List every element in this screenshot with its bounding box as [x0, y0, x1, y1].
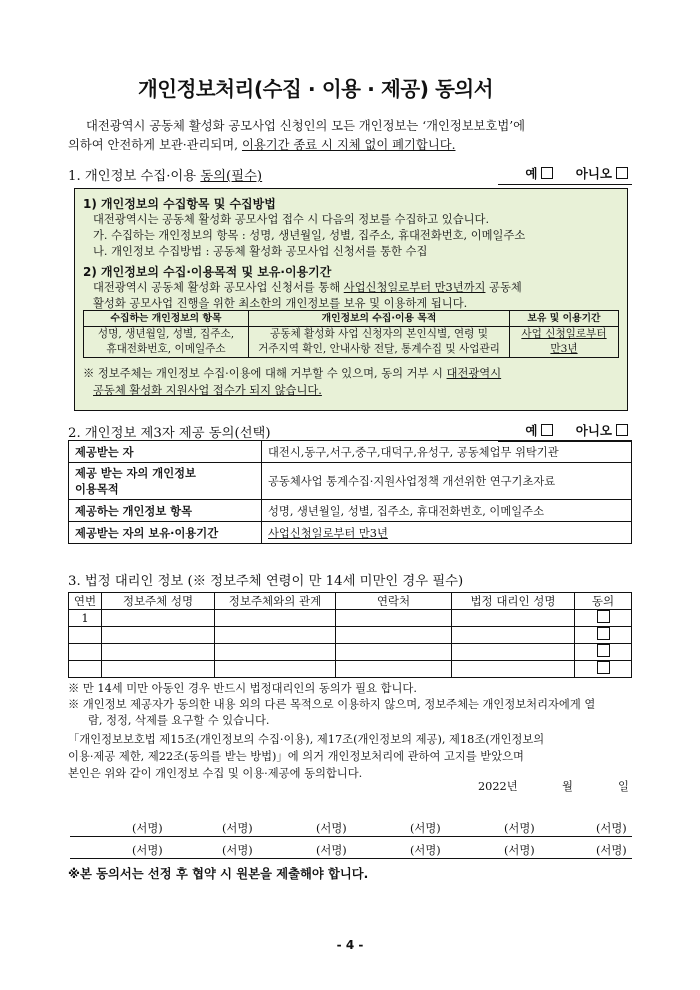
purpose-label-line-2: 이용목적 — [75, 483, 119, 496]
consent-cell — [575, 627, 632, 644]
intro-paragraph — [68, 117, 638, 155]
refusal-notice-city: 대전광역시 — [446, 367, 502, 380]
consent-checkbox[interactable] — [597, 627, 610, 640]
sub2-title: 2) 개인정보의 수집·이용목적 및 보유·이용기간 — [83, 265, 332, 279]
rights-note-line-2: 람, 정정, 삭제를 요구할 수 있습니다. — [88, 714, 270, 727]
consent-checkbox[interactable] — [597, 661, 610, 674]
row-number: 1 — [69, 610, 102, 627]
signature-field[interactable]: (서명) — [410, 844, 441, 857]
refusal-notice-line-1 — [83, 365, 501, 381]
contact-cell[interactable] — [336, 661, 452, 678]
row-number — [69, 644, 102, 661]
signature-field[interactable]: (서명) — [222, 822, 253, 835]
recipient-label: 제공받는 자 — [69, 441, 262, 463]
subject-name-cell[interactable] — [102, 661, 215, 678]
guardian-row — [69, 627, 632, 644]
sub2-line-1-text: 대전광역시 공동체 활성화 공모사업 신청서를 통해 — [93, 281, 344, 294]
date-month: 월 — [562, 780, 573, 793]
purpose-line-1: 공동체 활성화 사업 신청자의 본인식별, 연령 및 — [269, 328, 488, 340]
section1-yes-checkbox[interactable] — [541, 167, 553, 179]
refusal-notice-line-2: 공동체 활성화 지원사업 접수가 되지 않습니다. — [93, 384, 322, 397]
purpose-label-line-1: 제공 받는 자의 개인정보 — [75, 467, 196, 480]
consent-cell — [575, 661, 632, 678]
row-number — [69, 661, 102, 678]
refusal-notice-text: ※ 정보주체는 개인정보 수집·이용에 대해 거부할 수 있으며, 동의 거부 시 — [83, 367, 447, 380]
intro-line-1: 대전광역시 공동체 활성화 공모사업 신청인의 모든 개인정보는 ‘개인정보보호법’에 — [86, 119, 526, 133]
col-subject-name: 정보주체 성명 — [102, 593, 215, 610]
table-header-period: 보유 및 이용기간 — [510, 311, 619, 327]
sub1-line-3: 나. 개인정보 수집방법 : 공동체 활성화 공모사업 신청서를 통한 수집 — [93, 245, 428, 258]
sub2-line-2: 활성화 공모사업 진행을 위한 최소한의 개인정보를 보유 및 이용하게 됩니다. — [93, 297, 468, 310]
contact-cell[interactable] — [336, 644, 452, 661]
section3-heading: 3. 법정 대리인 정보 (※ 정보주체 연령이 만 14세 미만인 경우 필수) — [68, 574, 464, 589]
subject-name-cell[interactable] — [102, 627, 215, 644]
items-line-2: 휴대전화번호, 이메일주소 — [106, 343, 226, 355]
items-line-1: 성명, 생년월일, 성별, 집주소, — [97, 328, 235, 340]
section1-no-checkbox[interactable] — [616, 167, 628, 179]
sub1-line-1: 대전광역시는 공동체 활성화 공모사업 접수 시 다음의 정보를 수집하고 있습니다. — [93, 213, 490, 226]
purpose-label — [69, 463, 262, 500]
signature-field[interactable]: (서명) — [504, 844, 535, 857]
sub2-line-1-end: 공동체 — [485, 281, 522, 294]
law-line-1: 「개인정보보호법 제15조(개인정보의 수집·이용), 제17조(개인정보의 제공), 제18조(개인정보의 — [68, 733, 545, 746]
signature-row-2 — [70, 842, 632, 859]
page-title: 개인정보처리(수집 · 이용 · 제공) 동의서 — [138, 77, 494, 101]
relationship-cell[interactable] — [215, 610, 336, 627]
col-relationship: 정보주체와의 관계 — [215, 593, 336, 610]
third-party-row — [69, 463, 632, 500]
retention-value: 사업신청일로부터 만3년 — [262, 522, 632, 544]
third-party-row — [69, 500, 632, 522]
signature-field[interactable]: (서명) — [596, 844, 627, 857]
signature-field[interactable]: (서명) — [596, 822, 627, 835]
subject-name-cell[interactable] — [102, 610, 215, 627]
consent-cell — [575, 644, 632, 661]
date-day: 일 — [618, 780, 629, 793]
contact-cell[interactable] — [336, 610, 452, 627]
law-line-3: 본인은 위와 같이 개인정보 수집 및 이용·제공에 동의합니다. — [68, 767, 363, 780]
section2-no-checkbox[interactable] — [616, 424, 628, 436]
guardian-note: ※ 만 14세 미만 아동인 경우 반드시 법정대리인의 동의가 필요 합니다. — [68, 682, 417, 695]
collection-table-header — [84, 311, 619, 327]
signature-field[interactable]: (서명) — [132, 844, 163, 857]
guardian-name-cell[interactable] — [452, 661, 575, 678]
submission-note: ※본 동의서는 선정 후 협약 시 원본을 제출해야 합니다. — [68, 867, 369, 881]
guardian-row — [69, 610, 632, 627]
relationship-cell[interactable] — [215, 644, 336, 661]
guardian-name-cell[interactable] — [452, 610, 575, 627]
guardian-row — [69, 644, 632, 661]
collection-table-row — [84, 327, 619, 358]
purpose-line-2: 거주지역 확인, 안내사항 전달, 통계수집 및 사업관리 — [258, 343, 500, 355]
section1-consent-choice — [498, 164, 632, 185]
period-line-1: 사업 신청일로부터 — [521, 328, 607, 340]
signature-row-1 — [70, 820, 632, 837]
sub1-line-2: 가. 수집하는 개인정보의 항목 : 성명, 생년월일, 성별, 집주소, 휴대전화번호, 이메일주소 — [93, 229, 526, 242]
signature-field[interactable]: (서명) — [222, 844, 253, 857]
section2-yes-checkbox[interactable] — [541, 424, 553, 436]
table-cell-period — [510, 327, 619, 358]
section2-yes-label: 예 — [525, 423, 538, 438]
section1-heading — [68, 165, 262, 184]
col-consent: 동의 — [575, 593, 632, 610]
relationship-cell[interactable] — [215, 661, 336, 678]
collection-info-box — [74, 188, 628, 411]
intro-line-2-text: 의하여 안전하게 보관·관리되며, — [68, 138, 242, 152]
recipient-value: 대전시,동구,서구,중구,대덕구,유성구, 공동체업무 위탁기관 — [262, 441, 632, 463]
purpose-value: 공동체사업 통계수집·지원사업정책 개선위한 연구기초자료 — [262, 463, 632, 500]
section1-no-label: 아니오 — [575, 166, 612, 181]
sub1-title: 1) 개인정보의 수집항목 및 수집방법 — [83, 197, 276, 211]
rights-note-line-1: ※ 개인정보 제공자가 동의한 내용 외의 다른 목적으로 이용하지 않으며, 정보주체는 개인정보처리자에게 열 — [68, 698, 596, 711]
col-guardian-name: 법정 대리인 성명 — [452, 593, 575, 610]
date-year: 2022년 — [478, 780, 518, 793]
table-cell-purpose — [249, 327, 510, 358]
signature-field[interactable]: (서명) — [132, 822, 163, 835]
section2-no-label: 아니오 — [575, 423, 612, 438]
items-label: 제공하는 개인정보 항목 — [69, 500, 262, 522]
subject-name-cell[interactable] — [102, 644, 215, 661]
guardian-table — [68, 592, 632, 678]
table-cell-items — [84, 327, 249, 358]
retention-label: 제공받는 자의 보유·이용기간 — [69, 522, 262, 544]
consent-checkbox[interactable] — [597, 644, 610, 657]
section1-heading-text: 1. 개인정보 수집·이용 — [68, 169, 201, 184]
consent-checkbox[interactable] — [597, 610, 610, 623]
signature-field[interactable]: (서명) — [410, 822, 441, 835]
page-number: - 4 - — [336, 938, 364, 952]
col-contact: 연락처 — [336, 593, 452, 610]
contact-cell[interactable] — [336, 627, 452, 644]
items-value: 성명, 생년월일, 성별, 집주소, 휴대전화번호, 이메일주소 — [262, 500, 632, 522]
col-no: 연번 — [69, 593, 102, 610]
period-line-2: 만3년 — [550, 343, 578, 355]
third-party-row — [69, 441, 632, 463]
section2-consent-choice — [498, 421, 632, 442]
section1-yes-label: 예 — [525, 166, 538, 181]
signature-field[interactable]: (서명) — [504, 822, 535, 835]
signature-field[interactable]: (서명) — [316, 844, 347, 857]
consent-cell — [575, 610, 632, 627]
sub2-retention-text: 사업신청일로부터 만3년까지 — [343, 281, 486, 294]
third-party-row — [69, 522, 632, 544]
guardian-table-header — [69, 593, 632, 610]
law-line-2: 이용·제공 제한, 제22조(동의를 받는 방법)」에 의거 개인정보처리에 관하여 고지를 받았으며 — [68, 750, 524, 763]
third-party-table — [68, 440, 632, 544]
table-header-purpose: 개인정보의 수집·이용 목적 — [249, 311, 510, 327]
collection-table — [83, 310, 619, 358]
guardian-row — [69, 661, 632, 678]
section2-heading: 2. 개인정보 제3자 제공 동의(선택) — [68, 426, 271, 441]
sub2-line-1 — [93, 279, 522, 295]
intro-retention-text: 이용기간 종료 시 지체 없이 폐기합니다. — [241, 138, 456, 152]
relationship-cell[interactable] — [215, 627, 336, 644]
table-header-items: 수집하는 개인정보의 항목 — [84, 311, 249, 327]
signature-field[interactable]: (서명) — [316, 822, 347, 835]
section1-required-text: 동의(필수) — [200, 169, 263, 184]
guardian-name-cell[interactable] — [452, 644, 575, 661]
guardian-name-cell[interactable] — [452, 627, 575, 644]
intro-line-2 — [68, 136, 638, 155]
row-number — [69, 627, 102, 644]
